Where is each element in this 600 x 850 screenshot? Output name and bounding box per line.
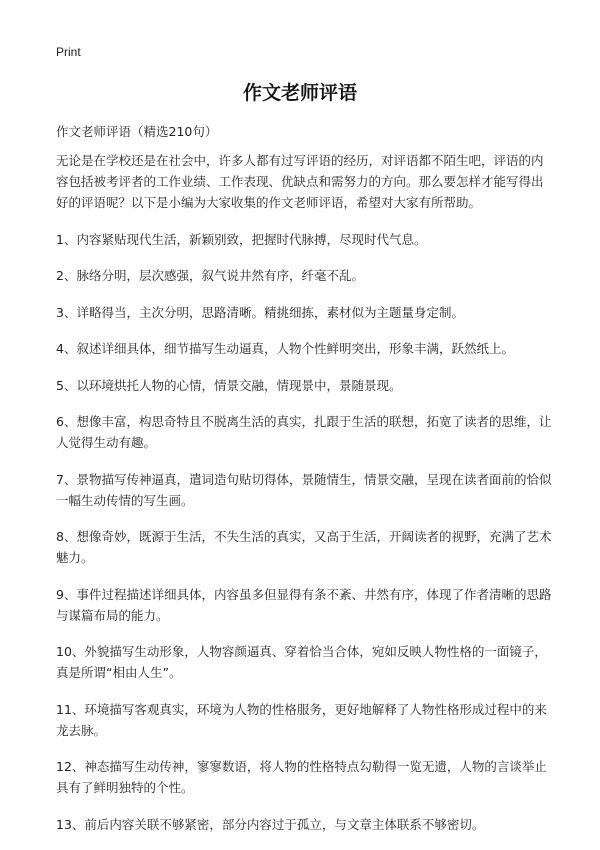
article-subtitle: 作文老师评语（精选210句）: [56, 124, 218, 139]
intro-paragraph: 无论是在学校还是在社会中，许多人都有过写评语的经历，对评语都不陌生吧，评语的内容包括被考评者的工作业绩、工作表现、优缺点和需努力的方向。那么要怎样才能写得出好的评语呢？以下是小编为大家收集的作文老师评语，希望对大家有所帮助。: [56, 153, 544, 210]
comment-item-5: 5、以环境烘托人物的心情，情景交融，情现景中，景随景现。: [56, 377, 402, 393]
comment-item-12: 12、神态描写生动传神，寥寥数语，将人物的性格特点勾勒得一览无遗，人物的言谈举止具有了鲜明独特的个性。: [56, 759, 547, 795]
comment-item-10: 10、外貌描写生动形象，人物容颜逼真、穿着恰当合体，宛如反映人物性格的一面镜子，真是所谓“相由人生”。: [56, 644, 547, 680]
comment-item-6: 6、想像丰富，构思奇特且不脱离生活的真实，扎跟于生活的联想，拓宽了读者的思维，让人觉得生动有趣。: [56, 414, 552, 450]
comment-item-8: 8、想像奇妙，既源于生活，不失生活的真实，又高于生活，开阔读者的视野，充满了艺术魅力。: [56, 529, 552, 565]
comment-item-13: 13、前后内容关联不够紧密，部分内容过于孤立，与文章主体联系不够密切。: [56, 816, 485, 832]
comment-item-2: 2、脉络分明，层次感强，叙气说井然有序，纤毫不乱。: [56, 268, 364, 283]
page-title: 作文老师评语: [242, 82, 357, 104]
comment-item-1: 1、内容紧贴现代生活，新颖别致，把握时代脉搏，尽现时代气息。: [56, 231, 427, 247]
comment-item-9: 9、事件过程描述详细具体，内容虽多但显得有条不紊、井然有序，体现了作者清晰的思路与谋篇布局的能力。: [56, 586, 552, 623]
comment-item-3: 3、详略得当，主次分明，思路清晰。精挑细拣，素材似为主题量身定制。: [56, 304, 464, 320]
comment-item-11: 11、环境描写客观真实，环境为人物的性格服务，更好地解释了人物性格形成过程中的来龙去脉。: [56, 701, 547, 738]
article-body: [56, 150, 552, 850]
comment-item-4: 4、叙述详细具体，细节描写生动逼真，人物个性鲜明突出，形象丰满，跃然纸上。: [56, 341, 514, 356]
comment-item-7: 7、景物描写传神逼真，遣词造句贴切得体，景随情生，情景交融，呈现在读者面前的恰似一幅生动传情的写生画。: [56, 471, 552, 508]
print-link[interactable]: Print: [56, 45, 81, 59]
